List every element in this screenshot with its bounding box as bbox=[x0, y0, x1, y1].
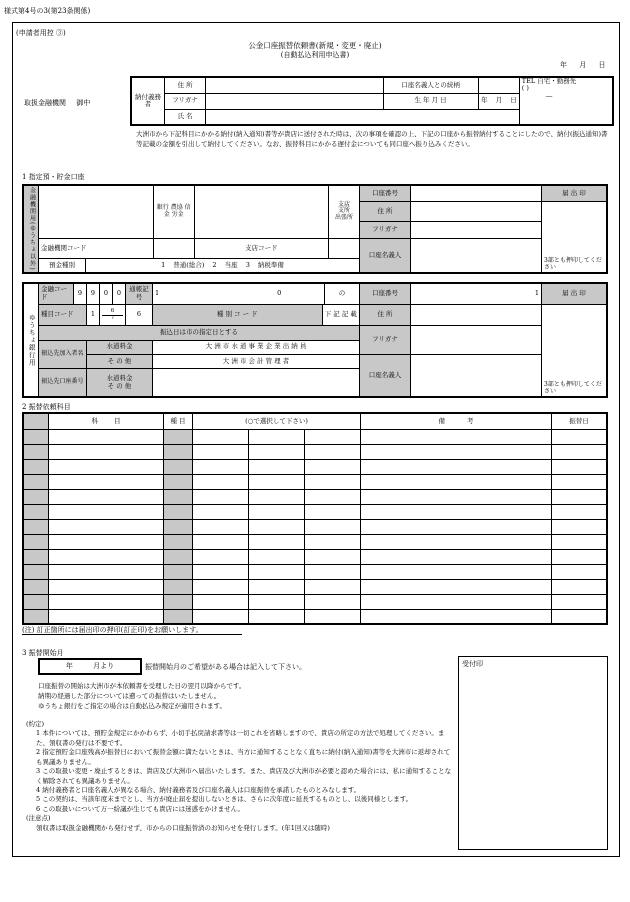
remarks-cell[interactable] bbox=[361, 564, 552, 579]
date-cell[interactable] bbox=[552, 444, 608, 459]
subject-cell[interactable] bbox=[49, 444, 164, 459]
other-label-1: そ の 他 bbox=[87, 354, 153, 368]
select-cell-2[interactable] bbox=[248, 489, 304, 504]
row-spacer bbox=[23, 549, 49, 564]
type-cell[interactable] bbox=[164, 519, 193, 534]
yucho-table bbox=[22, 282, 608, 398]
other-payee: 大 洲 市 会 計 管 理 者 bbox=[153, 354, 360, 368]
yucho-account-field[interactable] bbox=[411, 283, 542, 304]
fin-code-digit-2: 9 bbox=[87, 283, 100, 304]
bank-name-field[interactable] bbox=[39, 185, 154, 238]
subject-cell[interactable] bbox=[49, 519, 164, 534]
seal-label: 届 出 印 bbox=[542, 185, 608, 201]
row-spacer bbox=[23, 609, 49, 624]
select-cell-3[interactable] bbox=[304, 594, 360, 609]
branch-name-field[interactable] bbox=[194, 185, 328, 238]
yucho-seal-field[interactable] bbox=[542, 304, 608, 397]
yucho-furigana-label: フリガナ bbox=[360, 326, 411, 355]
tel-cell[interactable] bbox=[519, 77, 613, 125]
bank-type-shinkin: 信金 bbox=[163, 203, 191, 218]
type-code-frac bbox=[100, 304, 126, 325]
table-row bbox=[23, 489, 607, 504]
col-select: (○で選択して下さい) bbox=[193, 413, 361, 429]
passbook-zero: 0 bbox=[277, 289, 282, 298]
select-cell-1[interactable] bbox=[193, 594, 249, 609]
select-cell-1[interactable] bbox=[193, 429, 249, 444]
start-month-field[interactable]: 年 月より bbox=[38, 658, 142, 675]
yucho-holder-label: 口座名義人 bbox=[360, 354, 411, 397]
water-label-2: 水道料金 bbox=[106, 374, 133, 383]
type-cell[interactable] bbox=[164, 609, 193, 624]
select-cell-3[interactable] bbox=[304, 474, 360, 489]
select-cell-3[interactable] bbox=[304, 534, 360, 549]
start-lines bbox=[38, 682, 245, 711]
remarks-cell[interactable] bbox=[361, 459, 552, 474]
bank-account-table bbox=[22, 184, 608, 274]
furigana-label: フリガナ bbox=[165, 93, 206, 109]
passbook-field[interactable] bbox=[153, 283, 325, 304]
start-month-note: 振替開始月のご希望がある場合は記入して下さい。 bbox=[145, 663, 306, 671]
type-code-6: 6 bbox=[126, 304, 153, 325]
subject-cell[interactable] bbox=[49, 489, 164, 504]
passbook-first: 1 bbox=[155, 289, 160, 298]
yucho-address-field[interactable] bbox=[411, 304, 542, 325]
select-cell-1[interactable] bbox=[193, 519, 249, 534]
subject-cell[interactable] bbox=[49, 579, 164, 594]
table-row bbox=[23, 444, 607, 459]
deposit-types[interactable]: 1 普通(総合) 2 当座 3 納税準備 bbox=[86, 259, 360, 273]
select-cell-3[interactable] bbox=[304, 504, 360, 519]
water-label-1: 水道料金 bbox=[87, 340, 153, 354]
form-number: 様式第4号の3(第23条関係) bbox=[4, 7, 91, 15]
col-subject: 科 目 bbox=[49, 413, 164, 429]
yucho-side-label: ゆうちょ銀行用 bbox=[23, 283, 39, 397]
select-cell-2[interactable] bbox=[248, 579, 304, 594]
col-type: 種 目 bbox=[164, 413, 193, 429]
branch-types bbox=[329, 185, 360, 238]
no-label: の bbox=[325, 283, 360, 304]
type-code-1: 1 bbox=[87, 304, 100, 325]
remarks-cell[interactable] bbox=[361, 474, 552, 489]
yucho-furigana-field[interactable] bbox=[411, 326, 542, 355]
remarks-cell[interactable] bbox=[361, 489, 552, 504]
branch-type-shiten: 支店 bbox=[337, 200, 350, 208]
select-cell-3[interactable] bbox=[304, 564, 360, 579]
table-row bbox=[23, 594, 607, 609]
relation-field[interactable] bbox=[478, 77, 519, 93]
deposit-type-label: 預金種別 bbox=[39, 259, 86, 273]
type-cell[interactable] bbox=[164, 459, 193, 474]
select-cell-3[interactable] bbox=[304, 609, 360, 624]
bank-holder-field[interactable] bbox=[411, 238, 542, 273]
subject-cell[interactable] bbox=[49, 474, 164, 489]
caution-heading: (注意点) bbox=[26, 814, 51, 823]
type-code-frac-top: 6 bbox=[110, 308, 115, 315]
subject-header-spacer bbox=[23, 413, 49, 429]
type-code-label: 種目コード bbox=[39, 304, 87, 325]
type-cell[interactable] bbox=[164, 429, 193, 444]
account-number-label: 口座番号 bbox=[360, 185, 411, 201]
table-row bbox=[23, 534, 607, 549]
row-spacer bbox=[23, 534, 49, 549]
account-number-field[interactable] bbox=[411, 185, 542, 201]
yucho-holder-field[interactable] bbox=[411, 354, 542, 397]
remarks-cell[interactable] bbox=[361, 429, 552, 444]
yucho-seal-label: 届 出 印 bbox=[542, 283, 608, 304]
agreement-4: 4 納付義務者と口座名義人が異なる場合、納付義務者及び口座名義人は口座振替を承諾したものとみなします。 bbox=[36, 785, 361, 794]
date-cell[interactable] bbox=[552, 549, 608, 564]
row-spacer bbox=[23, 444, 49, 459]
yucho-account-label: 口座番号 bbox=[360, 283, 411, 304]
row-spacer bbox=[23, 564, 49, 579]
select-cell-2[interactable] bbox=[248, 534, 304, 549]
payee-account-label: 振込先口座番号 bbox=[39, 369, 87, 398]
section1-heading: 1 指定預・貯金口座 bbox=[22, 173, 85, 181]
section3-heading: 3 振替開始月 bbox=[22, 649, 64, 657]
kind-code-label: 種 別 コ ー ド bbox=[153, 304, 323, 325]
start-line-1: 口座振替の開始は大洲市が本依頼書を受理した日の翌月以降からです。 bbox=[38, 682, 246, 690]
select-cell-3[interactable] bbox=[304, 519, 360, 534]
payer-table bbox=[130, 76, 614, 126]
subject-cell[interactable] bbox=[49, 534, 164, 549]
birth-label: 生 年 月 日 bbox=[383, 93, 478, 109]
table-row bbox=[23, 459, 607, 474]
date-cell[interactable] bbox=[552, 579, 608, 594]
bank-furigana-field[interactable] bbox=[411, 222, 542, 238]
yucho-seal-note: 3部とも押印してください bbox=[544, 381, 602, 396]
row-spacer bbox=[23, 594, 49, 609]
payee-name-label: 振込先加入者名 bbox=[39, 340, 87, 369]
type-cell[interactable] bbox=[164, 474, 193, 489]
type-cell[interactable] bbox=[164, 549, 193, 564]
subject-cell[interactable] bbox=[49, 564, 164, 579]
date-cell[interactable] bbox=[552, 534, 608, 549]
select-cell-1[interactable] bbox=[193, 534, 249, 549]
row-spacer bbox=[23, 459, 49, 474]
table-row bbox=[23, 579, 607, 594]
bank-address-field[interactable] bbox=[411, 201, 542, 221]
start-line-2: 納期の経過した部分については遡っての振替はいたしません。 bbox=[38, 691, 221, 700]
passbook-label: 通帳記号 bbox=[126, 283, 153, 304]
date-cell[interactable] bbox=[552, 459, 608, 474]
subject-cell[interactable] bbox=[49, 549, 164, 564]
subject-cell[interactable] bbox=[49, 504, 164, 519]
select-cell-2[interactable] bbox=[248, 519, 304, 534]
payer-label: 納付義務者 bbox=[131, 77, 165, 125]
select-cell-1[interactable] bbox=[193, 489, 249, 504]
date-cell[interactable] bbox=[552, 609, 608, 624]
type-cell[interactable] bbox=[164, 579, 193, 594]
date-cell[interactable] bbox=[552, 429, 608, 444]
table-row bbox=[23, 519, 607, 534]
remarks-cell[interactable] bbox=[361, 609, 552, 624]
bank-address-label: 住 所 bbox=[360, 201, 411, 221]
table-row bbox=[23, 474, 607, 489]
date-cell[interactable] bbox=[552, 594, 608, 609]
select-cell-2[interactable] bbox=[248, 474, 304, 489]
type-cell[interactable] bbox=[164, 444, 193, 459]
subject-cell[interactable] bbox=[49, 609, 164, 624]
select-cell-1[interactable] bbox=[193, 459, 249, 474]
branch-code-label: 支店コード bbox=[194, 238, 328, 258]
branch-type-shisho: 支所 bbox=[337, 207, 350, 215]
furigana-field[interactable] bbox=[206, 93, 383, 109]
remarks-cell[interactable] bbox=[361, 519, 552, 534]
date-cell[interactable] bbox=[552, 519, 608, 534]
birth-date[interactable]: 年 月 日 bbox=[478, 93, 519, 109]
agreement-3: 3 この取扱い変更・廃止するときは、貴店及び大洲市へ届出いたします。また、貴店及び大洲市が必要と認めた場合には、私に通知することなく解除されても異議ありません。 bbox=[36, 767, 452, 785]
caution-text: 領収書は取扱金融機関から発行せず、市からの口座振替済のお知らせを発行します。(年1回又は随時) bbox=[36, 823, 330, 832]
select-cell-1[interactable] bbox=[193, 609, 249, 624]
table-row bbox=[23, 564, 607, 579]
fin-code-digit-1: 9 bbox=[74, 283, 87, 304]
address-label: 住 所 bbox=[165, 77, 206, 93]
form-date: 年 月 日 bbox=[560, 61, 606, 69]
select-cell-2[interactable] bbox=[248, 504, 304, 519]
date-cell[interactable] bbox=[552, 489, 608, 504]
col-date: 振替日 bbox=[552, 413, 608, 429]
row-spacer bbox=[23, 474, 49, 489]
row-spacer bbox=[23, 579, 49, 594]
section2-heading: 2 振替依頼科目 bbox=[22, 403, 71, 411]
form-subtitle: (自動払込利用申込書) bbox=[280, 51, 350, 59]
fin-code-digit-3: 0 bbox=[100, 283, 113, 304]
tel-label: TEL 自宅・勤務先 bbox=[521, 77, 577, 85]
row-spacer bbox=[23, 429, 49, 444]
agreements bbox=[26, 720, 456, 833]
bank-holder-label: 口座名義人 bbox=[360, 238, 411, 273]
note-underline bbox=[22, 634, 242, 635]
table-row bbox=[23, 549, 607, 564]
select-cell-1[interactable] bbox=[193, 564, 249, 579]
water-payee: 大 洲 市 水 道 事 業 企 業 出 納 員 bbox=[153, 340, 360, 354]
type-cell[interactable] bbox=[164, 534, 193, 549]
remarks-cell[interactable] bbox=[361, 594, 552, 609]
select-cell-2[interactable] bbox=[248, 609, 304, 624]
receipt-stamp-box bbox=[458, 656, 608, 850]
yucho-address-label: 住 所 bbox=[360, 304, 411, 325]
payee-account-types bbox=[87, 369, 153, 398]
type-cell[interactable] bbox=[164, 489, 193, 504]
fin-code-label: 金融コード bbox=[39, 283, 74, 304]
select-cell-2[interactable] bbox=[248, 459, 304, 474]
bank-type-bank: 銀行 bbox=[156, 203, 169, 211]
type-code-frac-bottom: 7 bbox=[102, 315, 123, 322]
fin-code-digit-4: 0 bbox=[113, 283, 126, 304]
remarks-cell[interactable] bbox=[361, 579, 552, 594]
remarks-cell[interactable] bbox=[361, 504, 552, 519]
kind-code-value: 下 記 記 載 bbox=[322, 304, 359, 325]
agreement-6: 6 この取扱いについて万一紛議が生じても貴店には迷惑をかけません。 bbox=[36, 804, 244, 813]
tel-dash: ― bbox=[545, 91, 553, 100]
subject-cell[interactable] bbox=[49, 459, 164, 474]
type-cell[interactable] bbox=[164, 564, 193, 579]
type-cell[interactable] bbox=[164, 594, 193, 609]
subject-table bbox=[22, 412, 608, 625]
select-cell-3[interactable] bbox=[304, 429, 360, 444]
row-spacer bbox=[23, 504, 49, 519]
table-row bbox=[23, 609, 607, 624]
subject-cell[interactable] bbox=[49, 594, 164, 609]
select-cell-2[interactable] bbox=[248, 564, 304, 579]
date-cell[interactable] bbox=[552, 504, 608, 519]
remarks-cell[interactable] bbox=[361, 444, 552, 459]
bank-furigana-label: フリガナ bbox=[360, 222, 411, 238]
section2-note: (注) 訂正箇所には届出印の押印(訂正印)をお願いします。 bbox=[22, 626, 203, 634]
agreement-1: 1 本件については、預貯金規定にかかわらず、小切手払戻請求書等は一切これを省略しますので、貴店の所定の方法で処理してください。また、領収書の発行は不要です。 bbox=[36, 729, 445, 747]
agreement-5: 5 この契約は、当該年度末までとし、当方が廃止届を提出しないときは、さらに次年度に延長するものとし、以後同様とします。 bbox=[36, 795, 413, 804]
type-cell[interactable] bbox=[164, 504, 193, 519]
bank-seal-field[interactable] bbox=[542, 201, 608, 273]
bank-type-nokyo: 農協 bbox=[170, 203, 183, 211]
select-cell-1[interactable] bbox=[193, 504, 249, 519]
payee-account-field bbox=[153, 369, 360, 398]
branch-type-shucchojo: 出張所 bbox=[334, 214, 353, 222]
tel-value: ( ) bbox=[521, 84, 529, 93]
agreement-heading: (約定) bbox=[26, 720, 45, 728]
bank-code-label: 金融機関コード bbox=[39, 238, 154, 258]
select-cell-1[interactable] bbox=[193, 579, 249, 594]
copy-label: (申請者用控 ③) bbox=[16, 29, 66, 37]
select-cell-3[interactable] bbox=[304, 444, 360, 459]
row-spacer bbox=[23, 489, 49, 504]
select-cell-3[interactable] bbox=[304, 549, 360, 564]
bank-seal-note: 3部とも押印してください bbox=[544, 257, 602, 272]
select-cell-1[interactable] bbox=[193, 474, 249, 489]
form-title: 公金口座振替依頼書(新規・変更・廃止) bbox=[248, 41, 382, 50]
select-cell-1[interactable] bbox=[193, 444, 249, 459]
remarks-cell[interactable] bbox=[361, 534, 552, 549]
select-cell-3[interactable] bbox=[304, 459, 360, 474]
bank-type-rokin: 労金 bbox=[171, 210, 184, 218]
address-field[interactable] bbox=[206, 77, 383, 93]
start-line-3: ゆうちょ銀行をご指定の場合は自動払込み規定が適用されます。 bbox=[38, 701, 226, 710]
date-cell[interactable] bbox=[552, 474, 608, 489]
name-field[interactable] bbox=[206, 109, 520, 125]
col-remarks: 備 考 bbox=[361, 413, 552, 429]
select-cell-2[interactable] bbox=[248, 429, 304, 444]
receipt-label: 受付印 bbox=[462, 660, 483, 668]
date-cell[interactable] bbox=[552, 564, 608, 579]
row-spacer bbox=[23, 519, 49, 534]
select-cell-1[interactable] bbox=[193, 549, 249, 564]
relation-label: 口座名義人との続柄 bbox=[383, 77, 478, 93]
intro-text: 大洲市から下記科目にかかる納付(納入通知)書等が貴店に送付された時は、次の事項を確認の上、下記の口座から振替納付することにしたので、納付(振込通知)書等記載の金額を引出して納付してください。なお、振替科目にかかる遅付金についても同口座へ振り込みください。 bbox=[136, 130, 608, 148]
select-cell-3[interactable] bbox=[304, 489, 360, 504]
account-last-digit: 1 bbox=[534, 289, 539, 298]
select-cell-2[interactable] bbox=[248, 444, 304, 459]
select-cell-3[interactable] bbox=[304, 579, 360, 594]
subject-cell[interactable] bbox=[49, 429, 164, 444]
other-label-2: そ の 他 bbox=[107, 381, 132, 390]
recipient-label: 取扱金融機関 御中 bbox=[24, 99, 91, 107]
select-cell-2[interactable] bbox=[248, 549, 304, 564]
name-label: 氏 名 bbox=[165, 109, 206, 125]
remarks-cell[interactable] bbox=[361, 549, 552, 564]
transfer-date-note: 振込日は市の指定日とする bbox=[39, 326, 360, 340]
bank-types bbox=[153, 185, 194, 238]
branch-code-field[interactable] bbox=[328, 238, 359, 258]
bank-code-field[interactable] bbox=[153, 238, 194, 258]
select-cell-2[interactable] bbox=[248, 594, 304, 609]
table-row bbox=[23, 429, 607, 444]
agreement-2: 2 指定預貯金口座残高が振替日において振替金額に満たないときは、当方に通知することなく直ちに納付(納入通知)書等を大洲市に返却されても異議ありません。 bbox=[36, 748, 451, 766]
bank-side-label: 金融機関用(ゆうちょ以外) bbox=[23, 185, 39, 273]
table-row bbox=[23, 504, 607, 519]
